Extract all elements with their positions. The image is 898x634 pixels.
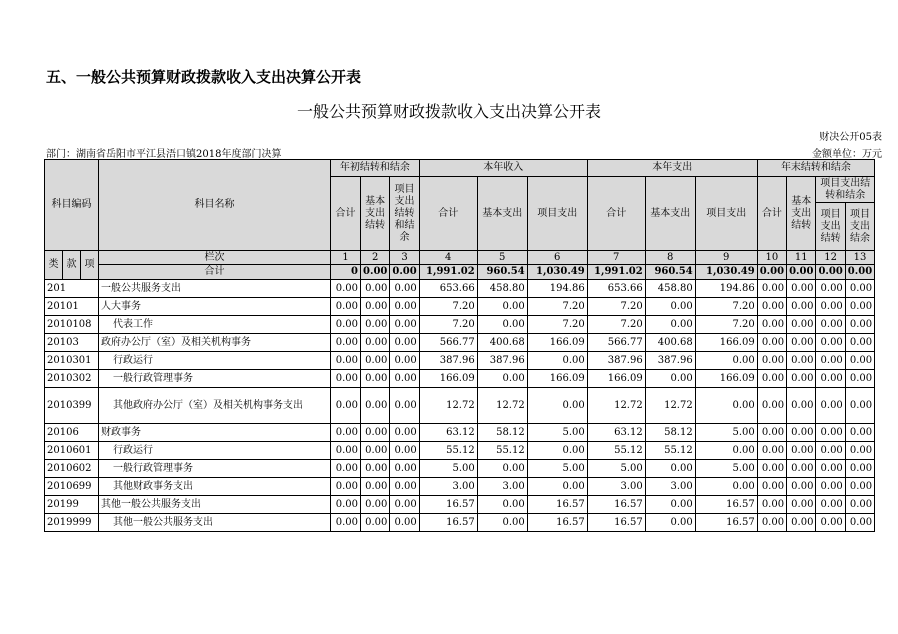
closing-project-carry-header: 项目支出结转	[816, 203, 845, 251]
total-cell: 1,030.49	[695, 265, 757, 280]
value-cell: 0.00	[787, 424, 816, 442]
value-cell: 0.00	[390, 370, 419, 388]
value-cell: 0.00	[787, 478, 816, 496]
budget-table	[44, 159, 875, 532]
value-cell: 16.57	[419, 514, 477, 532]
value-cell: 16.57	[695, 496, 757, 514]
table-row	[45, 424, 875, 442]
value-cell: 0.00	[787, 298, 816, 316]
value-cell: 7.20	[527, 298, 587, 316]
table-row	[45, 352, 875, 370]
value-cell: 3.00	[587, 478, 645, 496]
subject-code-header: 科目编码	[45, 160, 99, 251]
column-number: 7	[587, 251, 645, 265]
column-number: 8	[645, 251, 695, 265]
value-cell: 7.20	[527, 316, 587, 334]
subject-name-header: 科目名称	[99, 160, 331, 251]
value-cell: 0.00	[331, 280, 361, 298]
income-total-header: 合计	[419, 177, 477, 251]
column-number: 1	[331, 251, 361, 265]
value-cell: 0.00	[361, 496, 390, 514]
value-cell: 0.00	[816, 442, 845, 460]
subject-code-cell: 2010399	[45, 388, 99, 424]
opening-total-header: 合计	[331, 177, 361, 251]
subject-code-cell: 20199	[45, 496, 99, 514]
value-cell: 0.00	[361, 298, 390, 316]
lei-header: 类	[45, 251, 63, 280]
value-cell: 0.00	[757, 496, 786, 514]
value-cell: 0.00	[390, 316, 419, 334]
subject-code-cell: 2010302	[45, 370, 99, 388]
value-cell: 0.00	[845, 334, 874, 352]
form-code: 财决公开05表	[819, 132, 882, 143]
table-row	[45, 388, 875, 424]
income-project-header: 项目支出	[527, 177, 587, 251]
column-number: 11	[787, 251, 816, 265]
value-cell: 0.00	[757, 478, 786, 496]
value-cell: 0.00	[845, 496, 874, 514]
value-cell: 7.20	[419, 298, 477, 316]
section-title: 五、一般公共预算财政拨款收入支出决算公开表	[46, 68, 362, 86]
subject-code-cell: 20103	[45, 334, 99, 352]
value-cell: 0.00	[361, 352, 390, 370]
total-cell: 0.00	[757, 265, 786, 280]
value-cell: 0.00	[757, 460, 786, 478]
total-cell: 1,991.02	[419, 265, 477, 280]
value-cell: 0.00	[645, 298, 695, 316]
value-cell: 0.00	[695, 442, 757, 460]
subject-name-cell: 人大事务	[99, 298, 331, 316]
value-cell: 653.66	[587, 280, 645, 298]
value-cell: 387.96	[419, 352, 477, 370]
value-cell: 0.00	[845, 388, 874, 424]
value-cell: 0.00	[816, 316, 845, 334]
value-cell: 16.57	[587, 514, 645, 532]
value-cell: 12.72	[645, 388, 695, 424]
total-cell: 0.00	[787, 265, 816, 280]
income-basic-header: 基本支出	[477, 177, 527, 251]
value-cell: 166.09	[695, 370, 757, 388]
column-number: 6	[527, 251, 587, 265]
value-cell: 400.68	[477, 334, 527, 352]
total-cell: 0.00	[390, 265, 419, 280]
value-cell: 0.00	[757, 280, 786, 298]
unit-label: 金额单位：万元	[812, 149, 882, 160]
value-cell: 0.00	[390, 388, 419, 424]
value-cell: 0.00	[361, 334, 390, 352]
value-cell: 0.00	[845, 280, 874, 298]
value-cell: 12.72	[587, 388, 645, 424]
value-cell: 55.12	[587, 442, 645, 460]
value-cell: 387.96	[587, 352, 645, 370]
table-row	[45, 334, 875, 352]
value-cell: 0.00	[816, 514, 845, 532]
value-cell: 0.00	[390, 280, 419, 298]
column-number: 9	[695, 251, 757, 265]
value-cell: 0.00	[477, 460, 527, 478]
subject-code-cell: 2010301	[45, 352, 99, 370]
value-cell: 63.12	[587, 424, 645, 442]
table-row	[45, 514, 875, 532]
value-cell: 0.00	[787, 316, 816, 334]
value-cell: 3.00	[477, 478, 527, 496]
table-row	[45, 370, 875, 388]
value-cell: 0.00	[787, 514, 816, 532]
value-cell: 0.00	[477, 298, 527, 316]
value-cell: 0.00	[757, 442, 786, 460]
closing-total-header: 合计	[757, 177, 786, 251]
value-cell: 400.68	[645, 334, 695, 352]
value-cell: 0.00	[845, 352, 874, 370]
expense-header: 本年支出	[587, 160, 757, 177]
subject-code-cell: 2010601	[45, 442, 99, 460]
value-cell: 0.00	[787, 334, 816, 352]
value-cell: 0.00	[477, 370, 527, 388]
value-cell: 0.00	[816, 370, 845, 388]
value-cell: 0.00	[816, 478, 845, 496]
value-cell: 58.12	[645, 424, 695, 442]
value-cell: 0.00	[361, 424, 390, 442]
value-cell: 0.00	[816, 280, 845, 298]
opening-basic-header: 基本支出结转	[361, 177, 390, 251]
expense-total-header: 合计	[587, 177, 645, 251]
column-number: 12	[816, 251, 845, 265]
table-row	[45, 478, 875, 496]
subject-code-cell: 2019999	[45, 514, 99, 532]
total-cell: 0.00	[845, 265, 874, 280]
total-cell: 960.54	[645, 265, 695, 280]
value-cell: 166.09	[587, 370, 645, 388]
value-cell: 0.00	[645, 370, 695, 388]
value-cell: 0.00	[645, 514, 695, 532]
value-cell: 16.57	[695, 514, 757, 532]
subject-code-cell: 2010699	[45, 478, 99, 496]
value-cell: 0.00	[787, 370, 816, 388]
opening-project-header: 项目支出结转和结余	[390, 177, 419, 251]
total-cell: 960.54	[477, 265, 527, 280]
total-row-label: 合计	[99, 265, 331, 280]
column-number: 10	[757, 251, 786, 265]
value-cell: 0.00	[845, 316, 874, 334]
closing-balance-header: 年末结转和结余	[757, 160, 874, 177]
value-cell: 55.12	[477, 442, 527, 460]
value-cell: 0.00	[331, 370, 361, 388]
value-cell: 7.20	[695, 316, 757, 334]
value-cell: 0.00	[816, 298, 845, 316]
value-cell: 0.00	[331, 442, 361, 460]
total-cell: 1,030.49	[527, 265, 587, 280]
subject-name-cell: 一般行政管理事务	[99, 370, 331, 388]
value-cell: 5.00	[419, 460, 477, 478]
value-cell: 0.00	[695, 478, 757, 496]
department-label: 部门：湖南省岳阳市平江县浯口镇2018年度部门决算	[46, 149, 282, 160]
subject-name-cell: 代表工作	[99, 316, 331, 334]
subject-code-cell: 20106	[45, 424, 99, 442]
value-cell: 0.00	[477, 514, 527, 532]
value-cell: 0.00	[390, 334, 419, 352]
value-cell: 0.00	[390, 478, 419, 496]
subject-name-cell: 行政运行	[99, 442, 331, 460]
value-cell: 0.00	[390, 460, 419, 478]
value-cell: 0.00	[645, 460, 695, 478]
value-cell: 0.00	[845, 298, 874, 316]
value-cell: 0.00	[477, 496, 527, 514]
value-cell: 166.09	[527, 370, 587, 388]
subject-name-cell: 其他一般公共服务支出	[99, 496, 331, 514]
value-cell: 58.12	[477, 424, 527, 442]
value-cell: 0.00	[527, 388, 587, 424]
subject-name-cell: 财政事务	[99, 424, 331, 442]
xiang-header: 项	[81, 251, 99, 280]
value-cell: 0.00	[331, 460, 361, 478]
value-cell: 0.00	[361, 478, 390, 496]
table-row	[45, 298, 875, 316]
expense-project-header: 项目支出	[695, 177, 757, 251]
value-cell: 63.12	[419, 424, 477, 442]
value-cell: 0.00	[390, 496, 419, 514]
expense-basic-header: 基本支出	[645, 177, 695, 251]
value-cell: 0.00	[331, 424, 361, 442]
subject-name-cell: 行政运行	[99, 352, 331, 370]
value-cell: 653.66	[419, 280, 477, 298]
subject-code-cell: 20101	[45, 298, 99, 316]
column-number-label: 栏次	[99, 251, 331, 265]
value-cell: 0.00	[787, 460, 816, 478]
value-cell: 387.96	[477, 352, 527, 370]
value-cell: 0.00	[816, 424, 845, 442]
value-cell: 5.00	[527, 424, 587, 442]
subject-name-cell: 一般公共服务支出	[99, 280, 331, 298]
value-cell: 0.00	[331, 352, 361, 370]
value-cell: 0.00	[757, 514, 786, 532]
column-number: 3	[390, 251, 419, 265]
value-cell: 0.00	[845, 424, 874, 442]
income-header: 本年收入	[419, 160, 587, 177]
value-cell: 0.00	[331, 334, 361, 352]
value-cell: 0.00	[816, 388, 845, 424]
value-cell: 3.00	[419, 478, 477, 496]
value-cell: 0.00	[757, 298, 786, 316]
closing-project-group-header: 项目支出结转和结余	[816, 177, 875, 203]
value-cell: 0.00	[477, 316, 527, 334]
value-cell: 7.20	[419, 316, 477, 334]
value-cell: 16.57	[419, 496, 477, 514]
subject-name-cell: 其他政府办公厅（室）及相关机构事务支出	[99, 388, 331, 424]
value-cell: 0.00	[331, 388, 361, 424]
value-cell: 0.00	[845, 478, 874, 496]
table-row	[45, 442, 875, 460]
value-cell: 166.09	[419, 370, 477, 388]
value-cell: 0.00	[645, 496, 695, 514]
value-cell: 0.00	[695, 388, 757, 424]
subject-name-cell: 政府办公厅（室）及相关机构事务	[99, 334, 331, 352]
value-cell: 0.00	[816, 496, 845, 514]
value-cell: 387.96	[645, 352, 695, 370]
value-cell: 16.57	[527, 496, 587, 514]
value-cell: 5.00	[587, 460, 645, 478]
subject-code-cell: 2010602	[45, 460, 99, 478]
value-cell: 0.00	[645, 316, 695, 334]
value-cell: 566.77	[419, 334, 477, 352]
value-cell: 0.00	[331, 478, 361, 496]
column-number: 4	[419, 251, 477, 265]
value-cell: 55.12	[645, 442, 695, 460]
value-cell: 0.00	[527, 478, 587, 496]
value-cell: 458.80	[645, 280, 695, 298]
kuan-header: 款	[63, 251, 81, 280]
value-cell: 0.00	[527, 352, 587, 370]
value-cell: 5.00	[695, 460, 757, 478]
value-cell: 0.00	[390, 514, 419, 532]
value-cell: 0.00	[787, 280, 816, 298]
column-number: 5	[477, 251, 527, 265]
value-cell: 0.00	[331, 496, 361, 514]
value-cell: 0.00	[757, 370, 786, 388]
value-cell: 0.00	[361, 280, 390, 298]
value-cell: 458.80	[477, 280, 527, 298]
value-cell: 0.00	[331, 514, 361, 532]
closing-basic-header: 基本支出结转	[787, 177, 816, 251]
value-cell: 0.00	[816, 334, 845, 352]
value-cell: 0.00	[390, 424, 419, 442]
value-cell: 16.57	[587, 496, 645, 514]
table-title: 一般公共预算财政拨款收入支出决算公开表	[296, 102, 601, 121]
value-cell: 0.00	[361, 316, 390, 334]
value-cell: 166.09	[695, 334, 757, 352]
column-number: 13	[845, 251, 874, 265]
subject-code-cell: 2010108	[45, 316, 99, 334]
value-cell: 0.00	[361, 514, 390, 532]
value-cell: 0.00	[787, 352, 816, 370]
closing-project-balance-header: 项目支出结余	[845, 203, 874, 251]
value-cell: 0.00	[787, 496, 816, 514]
value-cell: 194.86	[695, 280, 757, 298]
value-cell: 0.00	[390, 298, 419, 316]
value-cell: 0.00	[757, 424, 786, 442]
value-cell: 0.00	[390, 442, 419, 460]
value-cell: 55.12	[419, 442, 477, 460]
table-row	[45, 280, 875, 298]
value-cell: 0.00	[816, 460, 845, 478]
subject-name-cell: 一般行政管理事务	[99, 460, 331, 478]
value-cell: 7.20	[695, 298, 757, 316]
value-cell: 5.00	[695, 424, 757, 442]
column-number: 2	[361, 251, 390, 265]
value-cell: 7.20	[587, 316, 645, 334]
value-cell: 0.00	[845, 460, 874, 478]
value-cell: 0.00	[787, 388, 816, 424]
value-cell: 566.77	[587, 334, 645, 352]
value-cell: 0.00	[845, 442, 874, 460]
value-cell: 0.00	[757, 316, 786, 334]
value-cell: 0.00	[361, 370, 390, 388]
value-cell: 0.00	[527, 442, 587, 460]
value-cell: 7.20	[587, 298, 645, 316]
subject-name-cell: 其他一般公共服务支出	[99, 514, 331, 532]
value-cell: 0.00	[390, 352, 419, 370]
value-cell: 0.00	[757, 334, 786, 352]
table-row	[45, 460, 875, 478]
value-cell: 0.00	[845, 514, 874, 532]
value-cell: 3.00	[645, 478, 695, 496]
value-cell: 0.00	[361, 442, 390, 460]
value-cell: 0.00	[757, 352, 786, 370]
total-cell: 1,991.02	[587, 265, 645, 280]
value-cell: 5.00	[527, 460, 587, 478]
value-cell: 0.00	[361, 460, 390, 478]
value-cell: 194.86	[527, 280, 587, 298]
value-cell: 16.57	[527, 514, 587, 532]
value-cell: 0.00	[845, 370, 874, 388]
value-cell: 0.00	[361, 388, 390, 424]
total-cell: 0	[331, 265, 361, 280]
subject-code-cell: 201	[45, 280, 99, 298]
table-row	[45, 316, 875, 334]
value-cell: 12.72	[419, 388, 477, 424]
value-cell: 0.00	[331, 316, 361, 334]
value-cell: 12.72	[477, 388, 527, 424]
total-cell: 0.00	[361, 265, 390, 280]
value-cell: 0.00	[787, 442, 816, 460]
opening-balance-header: 年初结转和结余	[331, 160, 420, 177]
value-cell: 166.09	[527, 334, 587, 352]
subject-name-cell: 其他财政事务支出	[99, 478, 331, 496]
table-row	[45, 496, 875, 514]
total-cell: 0.00	[816, 265, 845, 280]
value-cell: 0.00	[816, 352, 845, 370]
value-cell: 0.00	[331, 298, 361, 316]
value-cell: 0.00	[757, 388, 786, 424]
value-cell: 0.00	[695, 352, 757, 370]
